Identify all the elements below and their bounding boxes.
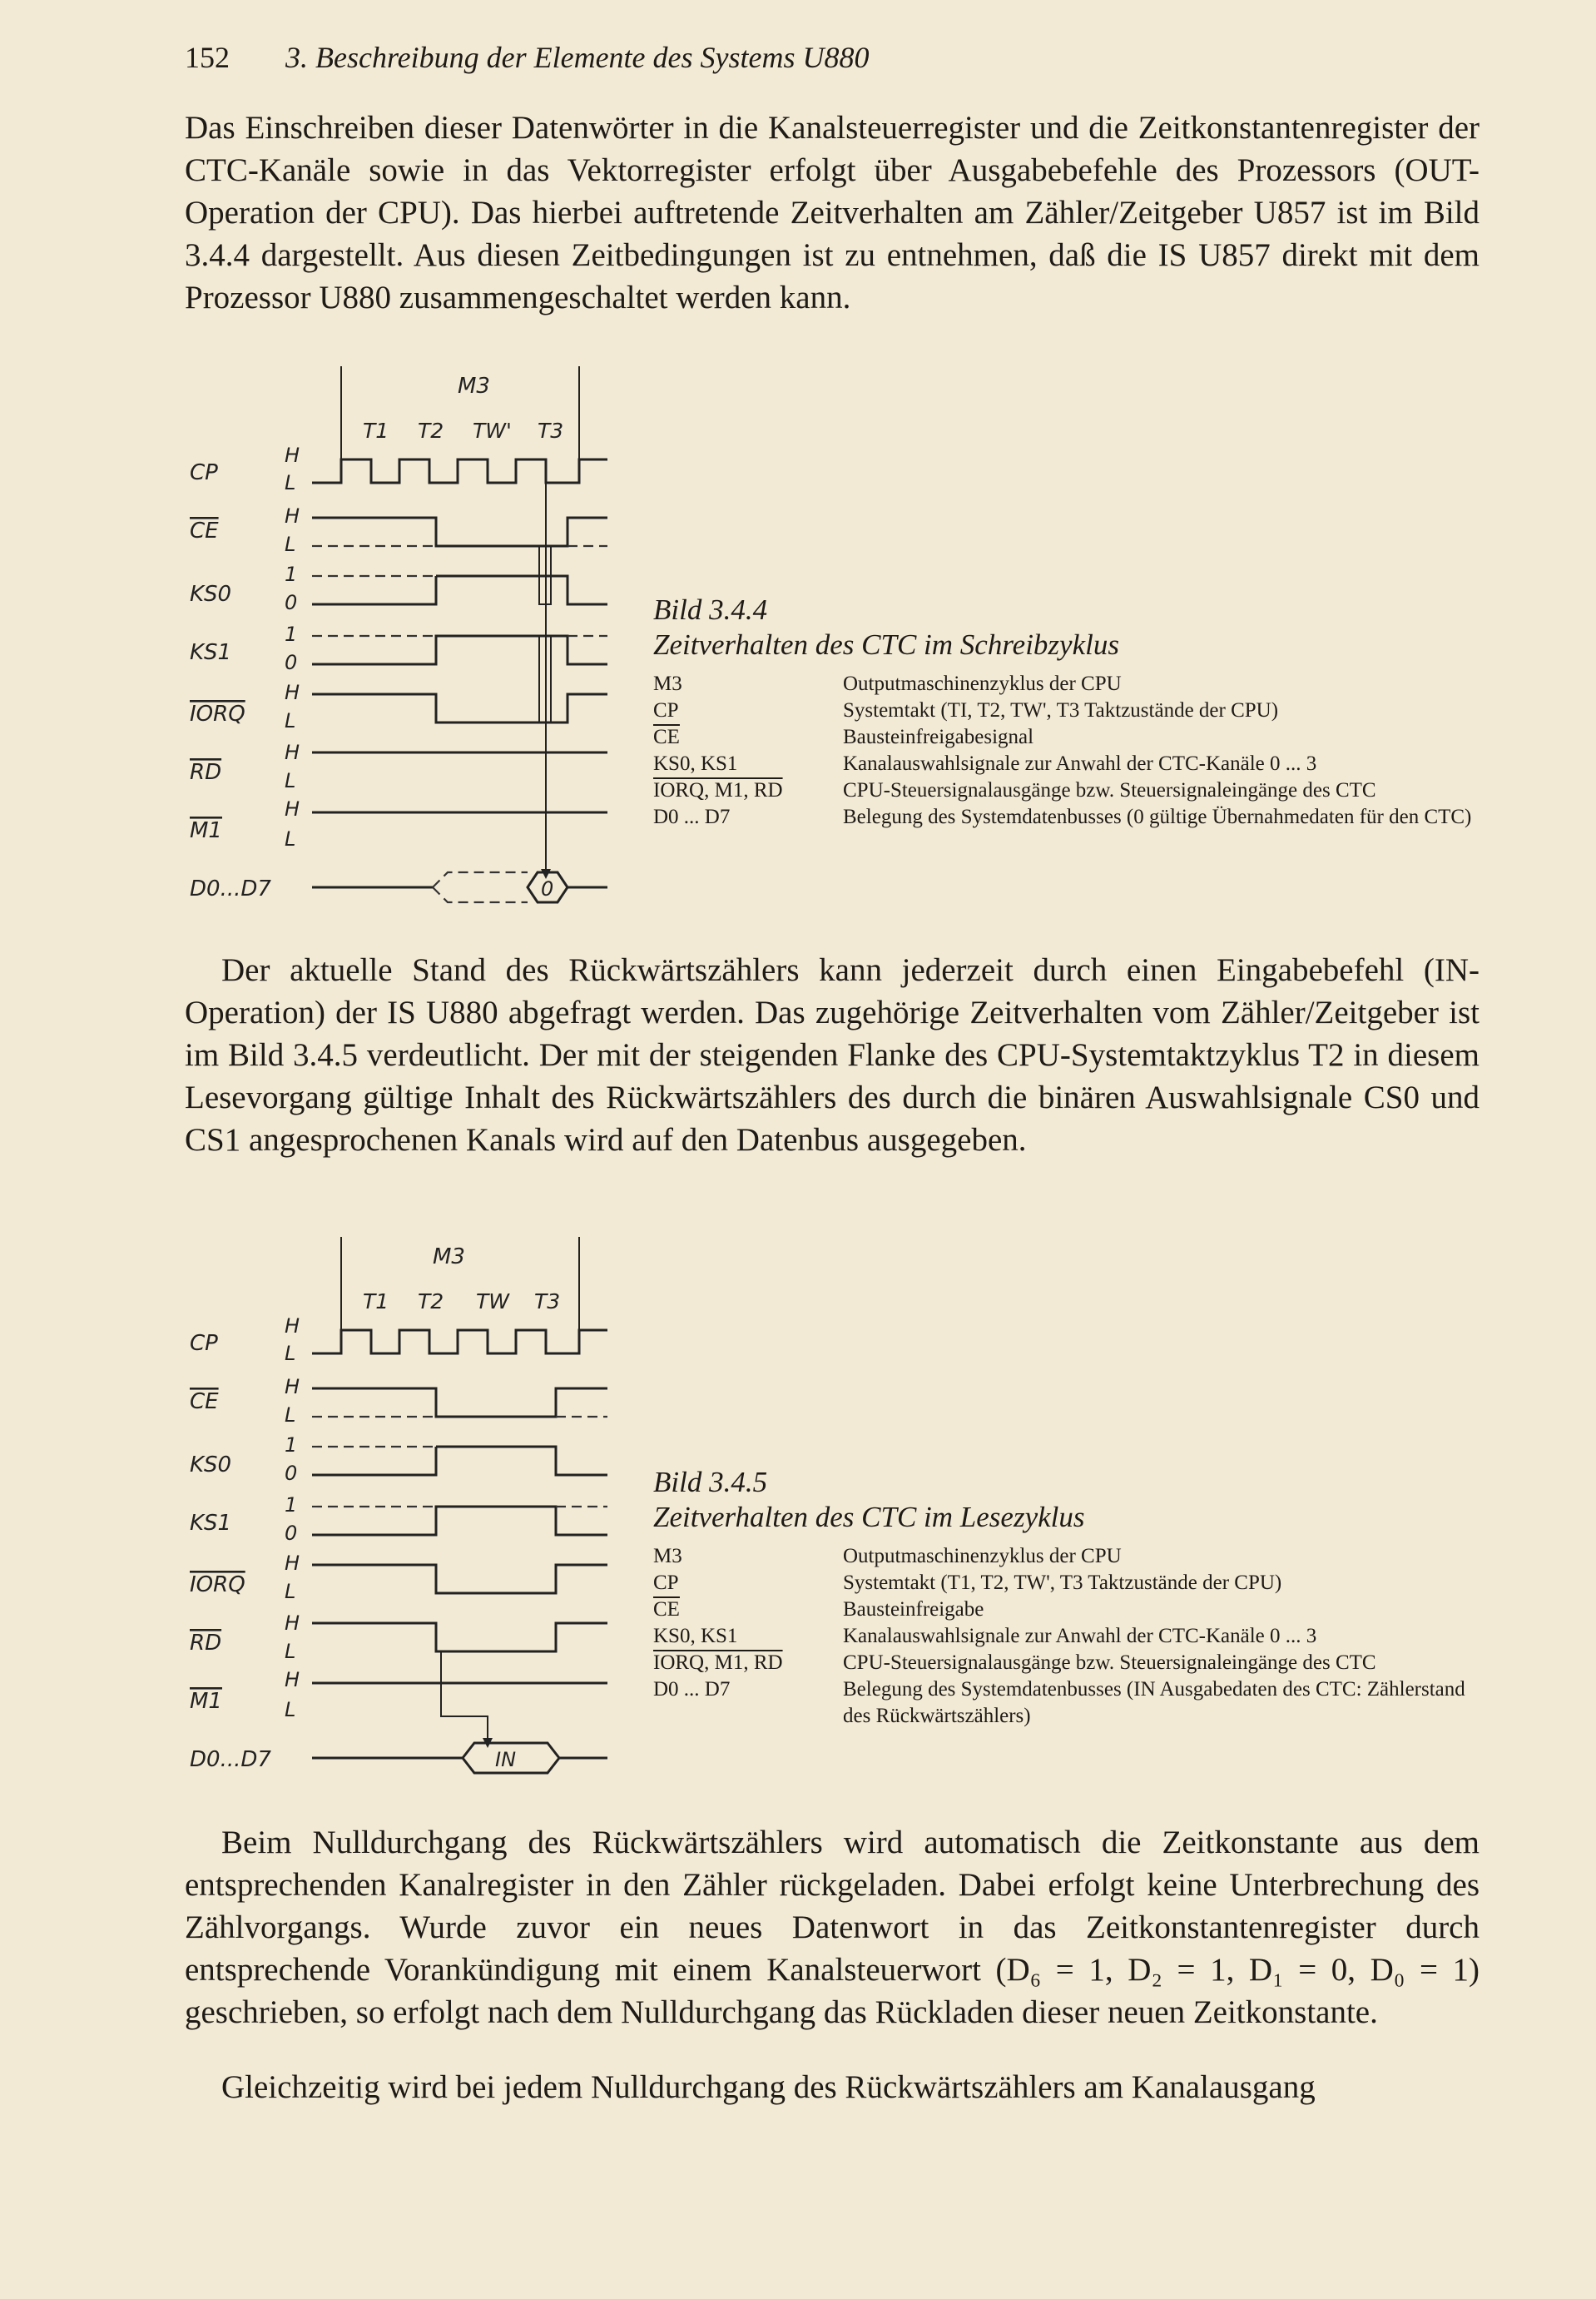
legend-text: CPU-Steuersignalausgänge bzw. Steuersignaleingänge des CTC (843, 779, 1376, 802)
legend-text: Belegung des Systemdatenbusses (0 gültige Übernahmedaten für den CTC) (843, 806, 1472, 828)
level-label: H (285, 681, 300, 704)
figure-legend (653, 1543, 1477, 1730)
signal-label-ks1: KS1 (190, 640, 232, 665)
signal-label-iorq: IORQ (190, 702, 245, 727)
signal-label-bus: D0...D7 (190, 876, 271, 901)
legend-symbol: CP (653, 699, 679, 722)
signal-label-m1: M1 (190, 818, 222, 843)
figure-caption-write (653, 593, 1477, 831)
level-label: L (285, 1342, 296, 1365)
legend-text: Systemtakt (TI, T2, TW', T3 Taktzustände der CPU) (843, 699, 1279, 722)
level-label: 1 (285, 1493, 298, 1517)
level-label: H (285, 797, 300, 821)
waveform-ks0 (436, 576, 607, 604)
legend-text: CPU-Steuersignalausgänge bzw. Steuersignaleingänge des CTC (843, 1651, 1376, 1674)
level-label: H (285, 1375, 300, 1398)
level-labels (285, 1314, 300, 1721)
waveform-cp (312, 1330, 607, 1353)
signal-label-rd: RD (190, 1631, 222, 1656)
paragraph-1: Das Einschreiben dieser Datenwörter in die Kanalsteuerregister und die Zeitkonstantenregister der CTC-Kanäle sowie in das Vektorregister erfolgt über Ausgabebefehle des Prozessors (OUT-Operation der CPU). Das hierbei auftretende Zeitverhalten am Zähler/Zeitgeber U857 ist im Bild 3.4.4 dargestellt. Aus diesen Zeitbedingungen ist zu entnehmen, daß die IS U857 direkt mit dem Prozessor U880 zusammengeschaltet werden kann. (185, 110, 1480, 315)
figure-number: Bild 3.4.5 (653, 1466, 768, 1498)
level-label: L (285, 769, 296, 792)
level-label: L (285, 1698, 296, 1721)
legend-text: Systemtakt (T1, T2, TW', T3 Taktzustände der CPU) (843, 1572, 1282, 1594)
figure-title: Zeitverhalten des CTC im Schreibzyklus (653, 628, 1119, 661)
level-label: L (285, 471, 296, 494)
level-label: L (285, 827, 296, 851)
state-label-t1: T1 (363, 419, 389, 443)
bus-marker-label: 0 (541, 877, 554, 901)
page-header (185, 40, 870, 75)
signal-label-cp: CP (190, 460, 218, 485)
waveform-ks1 (312, 1507, 607, 1535)
level-label: 1 (285, 623, 298, 646)
legend-row (653, 671, 1471, 698)
bus-marker-label: IN (495, 1748, 517, 1771)
signal-label-iorq: IORQ (190, 1572, 245, 1597)
figure-number: Bild 3.4.4 (653, 593, 768, 626)
level-label: L (285, 709, 296, 732)
level-label: 1 (285, 563, 298, 586)
legend-row (653, 1596, 1477, 1623)
state-label-tw: TW (476, 1289, 509, 1313)
level-label: H (285, 741, 300, 764)
signal-label-ce: CE (190, 1389, 219, 1414)
legend-symbol: D0 ... D7 (653, 806, 731, 828)
signal-label-rd: RD (190, 760, 222, 785)
level-label: L (285, 1580, 296, 1603)
level-label: H (285, 1611, 300, 1635)
signal-label-ce: CE (190, 519, 219, 544)
legend-row (653, 1623, 1477, 1650)
legend-row (653, 698, 1471, 724)
legend-symbol: M3 (653, 1545, 682, 1567)
waveform-ks1 (312, 636, 607, 664)
state-label-t3: T3 (538, 419, 564, 443)
cycle-label: M3 (458, 374, 490, 399)
legend-row (653, 777, 1471, 804)
figure-title: Zeitverhalten des CTC im Lesezyklus (653, 1501, 1085, 1533)
level-label: H (285, 504, 300, 528)
waveform-ce (312, 1388, 607, 1417)
legend-text: Kanalauswahlsignale zur Anwahl der CTC-Kanäle 0 ... 3 (843, 752, 1317, 775)
state-label-t2: T2 (418, 419, 444, 443)
legend-symbol: CP (653, 1572, 679, 1594)
paragraph-4: Gleichzeitig wird bei jedem Nulldurchgang des Rückwärtszählers am Kanalausgang (221, 2069, 1316, 2105)
level-label: 1 (285, 1433, 298, 1457)
signal-label-m1: M1 (190, 1689, 222, 1714)
legend-symbol: $\overline{CE}$ (653, 1598, 680, 1621)
paragraph-2: Der aktuelle Stand des Rückwärtszählers kann jederzeit durch einen Eingabebefehl (IN-Operation) der IS U880 abgefragt werden. Das zugehörige Zeitverhalten vom Zähler/Zeitgeber ist im Bild 3.4.5 verdeutlicht. Der mit der steigenden Flanke des CPU-Systemtaktzyklus T2 in diesem Lesevorgang gültige Inhalt des Rückwärtszählers des durch die binären Auswahlsignale CS0 und CS1 angesprochenen Kanals wird auf den Datenbus ausgegeben. (185, 952, 1480, 1158)
paragraph-3: Beim Nulldurchgang des Rückwärtszählers wird automatisch die Zeitkonstante aus dem entsprechenden Kanalregister in den Zähler rückgeladen. Dabei erfolgt keine Unterbrechung des Zählvorgangs. Wurde zuvor ein neues Datenwort in das Zeitkonstantenregister durch entsprechende Vorankündigung mit einem Kanalsteuerwort (D₆ = 1, D₂ = 1, D₁ = 0, D₀ = 1) geschrieben, so erfolgt nach dem Nulldurchgang das Rückladen dieser neuen Zeitkonstante. (185, 1825, 1480, 2030)
legend-text: Outputmaschinenzyklus der CPU (843, 673, 1122, 695)
level-label: H (285, 1314, 300, 1338)
figure-caption-read (653, 1465, 1477, 1730)
level-label: 0 (285, 591, 298, 614)
read-marker-line (441, 1651, 488, 1746)
legend-symbol: KS0, KS1 (653, 1625, 738, 1647)
legend-text: Outputmaschinenzyklus der CPU (843, 1545, 1122, 1567)
state-label-t3: T3 (534, 1289, 561, 1313)
waveform-ce (312, 518, 607, 546)
waveform-iorq (312, 694, 607, 722)
legend-text: Bausteinfreigabesignal (843, 726, 1034, 748)
level-label: 0 (285, 651, 298, 674)
legend-text: Kanalauswahlsignale zur Anwahl der CTC-Kanäle 0 ... 3 (843, 1625, 1317, 1647)
level-label: L (285, 1403, 296, 1427)
level-label: H (285, 1668, 300, 1691)
level-label: 0 (285, 1522, 298, 1545)
legend-row (653, 1676, 1477, 1730)
page-number: 152 (185, 41, 230, 74)
legend-row (653, 804, 1471, 831)
chapter-title: 3. Beschreibung der Elemente des Systems U880 (285, 41, 870, 74)
legend-row (653, 751, 1471, 777)
figure-legend (653, 671, 1471, 831)
legend-symbol: IORQ, M1, RD (653, 1651, 783, 1674)
level-label: 0 (285, 1462, 298, 1485)
waveform-ks0 (436, 1447, 607, 1475)
level-labels (285, 444, 300, 851)
state-label-t2: T2 (418, 1289, 444, 1313)
signal-label-bus: D0...D7 (190, 1747, 271, 1772)
legend-symbol: $\overline{CE}$ (653, 726, 680, 748)
timing-diagram-read (175, 1237, 641, 1786)
legend-symbol: IORQ, M1, RD (653, 779, 783, 802)
legend-row (653, 1543, 1477, 1570)
level-label: H (285, 444, 300, 467)
waveform-cp (312, 459, 607, 483)
signal-label-ks0: KS0 (190, 582, 232, 607)
legend-row (653, 1650, 1477, 1676)
state-label-tw: TW' (473, 419, 512, 443)
waveform-iorq (312, 1565, 607, 1593)
state-label-t1: T1 (363, 1289, 389, 1313)
signal-label-ks1: KS1 (190, 1511, 232, 1536)
level-label: L (285, 533, 296, 556)
waveform-rd (312, 1623, 607, 1651)
legend-symbol: M3 (653, 673, 682, 695)
level-label: H (285, 1552, 300, 1575)
legend-symbol: D0 ... D7 (653, 1678, 731, 1701)
cycle-label: M3 (433, 1244, 465, 1269)
timing-diagram-write (175, 366, 641, 916)
legend-symbol: KS0, KS1 (653, 752, 738, 775)
signal-label-cp: CP (190, 1331, 218, 1356)
legend-text: Belegung des Systemdatenbusses (IN Ausgabedaten des CTC: Zählerstand des Rückwärtszählers) (843, 1678, 1465, 1727)
legend-row (653, 1570, 1477, 1596)
signal-label-ks0: KS0 (190, 1452, 232, 1477)
legend-row (653, 724, 1471, 751)
legend-text: Bausteinfreigabe (843, 1598, 984, 1621)
level-label: L (285, 1640, 296, 1663)
